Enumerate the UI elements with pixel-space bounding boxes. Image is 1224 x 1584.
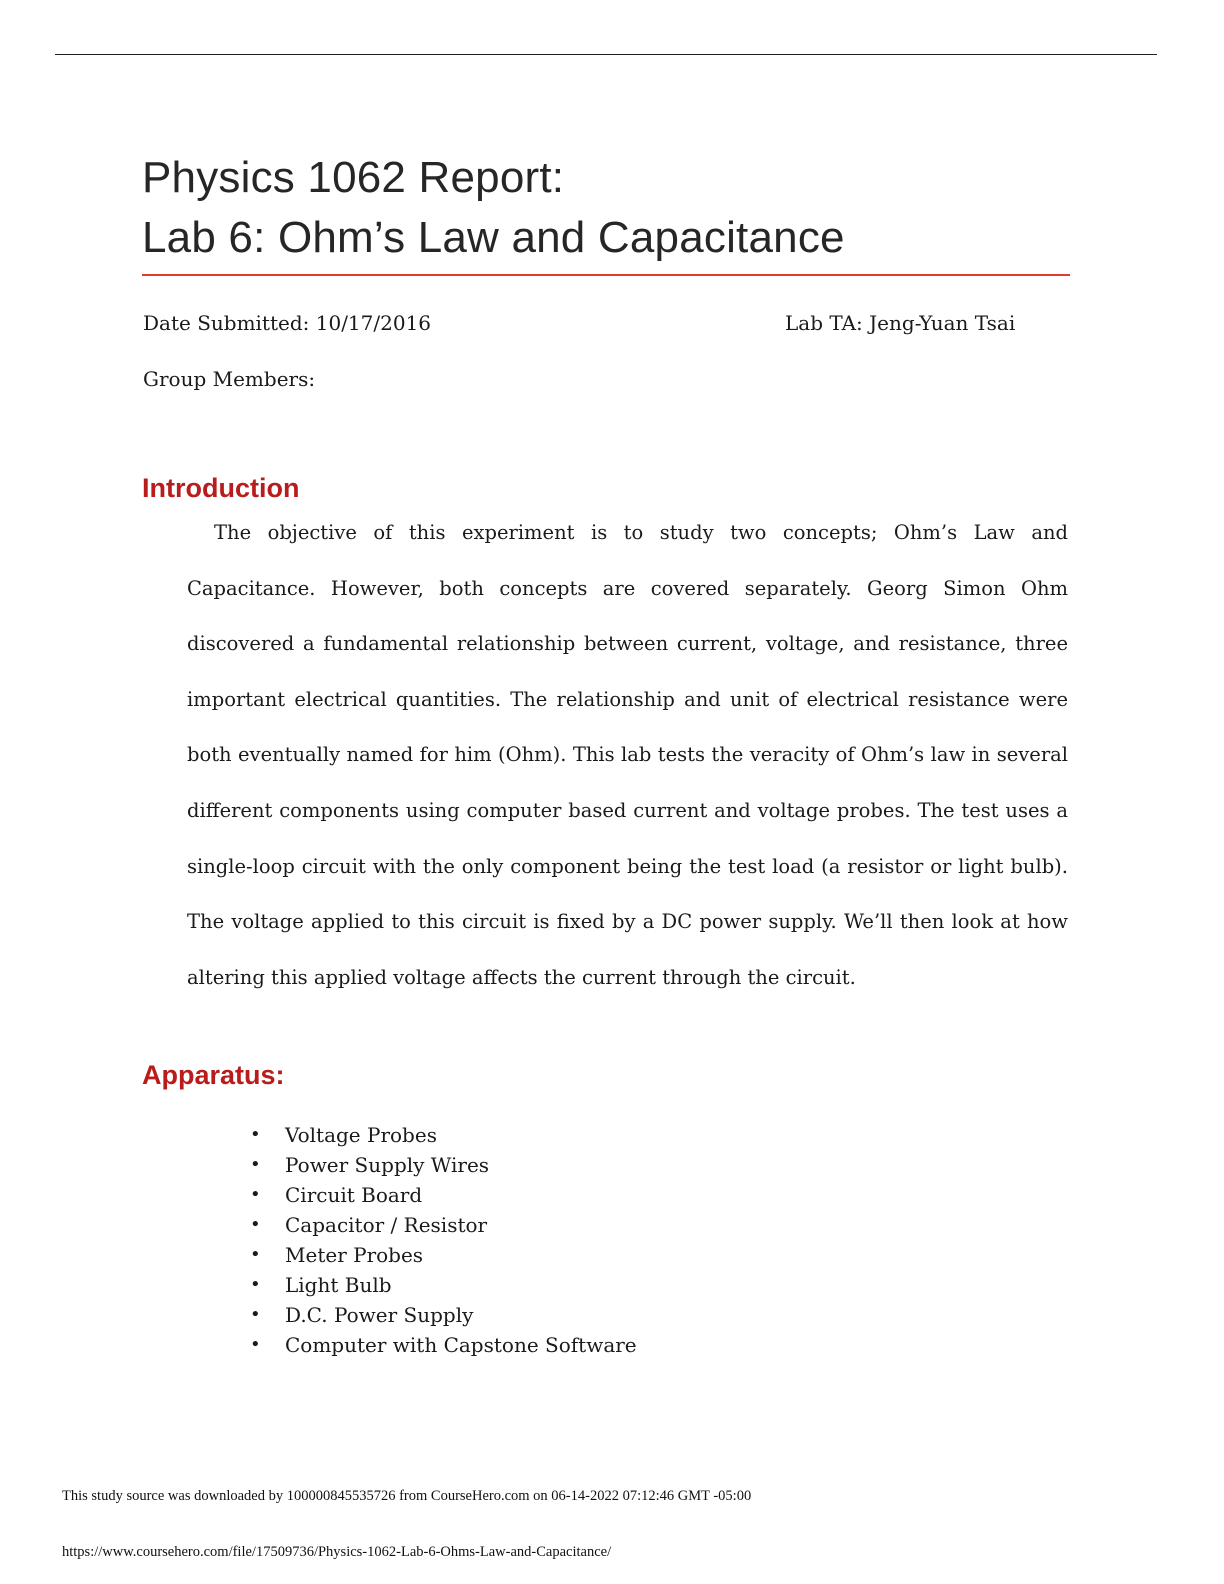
bullet-icon: • — [250, 1244, 261, 1265]
apparatus-item-label: Computer with Capstone Software — [285, 1333, 637, 1357]
bullet-icon: • — [250, 1214, 261, 1235]
bullet-icon: • — [250, 1304, 261, 1325]
bullet-icon: • — [250, 1154, 261, 1175]
list-item — [250, 1240, 637, 1270]
source-url: https://www.coursehero.com/file/17509736/Physics-1062-Lab-6-Ohms-Law-and-Capacitance/ — [62, 1544, 612, 1560]
apparatus-item-label: Capacitor / Resistor — [285, 1213, 488, 1237]
download-notice: This study source was downloaded by 100000845535726 from CourseHero.com on 06-14-2022 07:12:46 GMT -05:00 — [62, 1488, 752, 1504]
list-item — [250, 1210, 637, 1240]
bullet-icon: • — [250, 1124, 261, 1145]
introduction-paragraph: The objective of this experiment is to study two concepts; Ohm’s Law and Capacitance. However, both concepts are covered separately. Georg Simon Ohm discovered a fundamental relationship between current, voltage, and resistance, three important electrical quantities. The relationship and unit of electrical resistance were both eventually named for him (Ohm). This lab tests the veracity of Ohm’s law in several different components using computer based current and voltage probes. The test uses a single-loop circuit with the only component being the test load (a resistor or light bulb). The voltage applied to this circuit is fixed by a DC power supply. We’ll then look at how altering this applied voltage affects the current through the circuit. — [187, 521, 1068, 989]
list-item — [250, 1330, 637, 1360]
apparatus-heading: Apparatus: — [142, 1060, 285, 1090]
list-item — [250, 1180, 637, 1210]
apparatus-item-label: Power Supply Wires — [285, 1153, 490, 1177]
group-members-label: Group Members: — [143, 367, 316, 391]
report-title-line-2: Lab 6: Ohm’s Law and Capacitance — [142, 213, 845, 262]
list-item — [250, 1270, 637, 1300]
title-underline — [142, 274, 1070, 276]
date-submitted: Date Submitted: 10/17/2016 — [143, 311, 432, 335]
apparatus-list — [250, 1120, 637, 1360]
lab-ta: Lab TA: Jeng-Yuan Tsai — [785, 311, 1016, 335]
list-item — [250, 1300, 637, 1330]
apparatus-item-label: Voltage Probes — [285, 1123, 437, 1147]
top-divider — [55, 54, 1157, 55]
apparatus-item-label: Light Bulb — [285, 1273, 392, 1297]
report-title-line-1: Physics 1062 Report: — [142, 153, 565, 202]
introduction-heading: Introduction — [142, 473, 300, 503]
list-item — [250, 1150, 637, 1180]
bullet-icon: • — [250, 1334, 261, 1355]
bullet-icon: • — [250, 1274, 261, 1295]
bullet-icon: • — [250, 1184, 261, 1205]
apparatus-item-label: Meter Probes — [285, 1243, 424, 1267]
report-title — [142, 148, 1072, 268]
apparatus-item-label: D.C. Power Supply — [285, 1303, 474, 1327]
apparatus-item-label: Circuit Board — [285, 1183, 423, 1207]
list-item — [250, 1120, 637, 1150]
